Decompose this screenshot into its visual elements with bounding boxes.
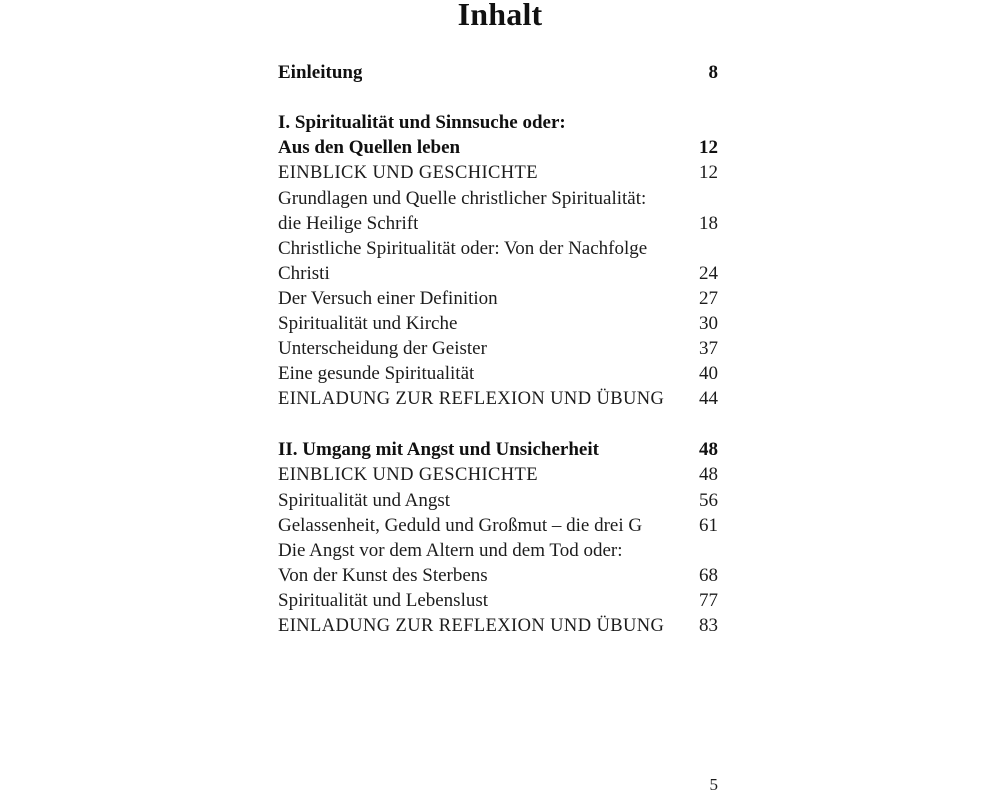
toc-entry-title: die Heilige Schrift (278, 213, 419, 234)
toc-entry-page: 77 (699, 590, 718, 611)
toc-entry-page: 30 (699, 313, 718, 334)
toc-entry-title: EINBLICK UND GESCHICHTE (278, 465, 538, 485)
toc-entry (278, 563, 718, 588)
toc-entry (278, 110, 718, 135)
toc-entry (278, 513, 718, 538)
toc-entry-title: Einleitung (278, 62, 363, 83)
toc-entry (278, 261, 718, 286)
toc-entry-title: EINLADUNG ZUR REFLEXION UND ÜBUNG (278, 389, 665, 409)
toc-entry-title: Spiritualität und Angst (278, 490, 451, 511)
toc-entry-page: 8 (708, 62, 718, 83)
toc-entry-page: 48 (699, 439, 718, 460)
toc-entry-title: Von der Kunst des Sterbens (278, 565, 488, 586)
toc-entry-page: 40 (699, 363, 718, 384)
toc-entry (278, 437, 718, 462)
toc-section (278, 60, 718, 85)
toc-entry-title: Der Versuch einer Definition (278, 288, 498, 309)
toc-entry (278, 488, 718, 513)
toc-entry-page: 48 (699, 464, 718, 485)
toc-entry-title: Christi (278, 263, 330, 284)
toc-entry-page: 83 (699, 615, 718, 636)
toc-section (278, 437, 718, 639)
toc-entry-title: Aus den Quellen leben (278, 137, 461, 158)
toc-entry-page: 37 (699, 338, 718, 359)
toc-entry-title: I. Spiritualität und Sinnsuche oder: (278, 112, 566, 133)
toc-entry-title: EINLADUNG ZUR REFLEXION UND ÜBUNG (278, 616, 665, 636)
toc-section (278, 110, 718, 412)
toc-entry (278, 135, 718, 160)
toc-entry (278, 588, 718, 613)
toc-entry-title: Die Angst vor dem Altern und dem Tod oder: (278, 540, 623, 561)
toc-entry-page: 44 (699, 388, 718, 409)
toc-entry (278, 386, 718, 412)
toc-entry (278, 186, 718, 211)
toc-entry-page: 12 (699, 162, 718, 183)
toc-entry-title: Unterscheidung der Geister (278, 338, 487, 359)
toc-entry-page: 18 (699, 213, 718, 234)
toc-entry (278, 211, 718, 236)
toc-entry-title: Grundlagen und Quelle christlicher Spiritualität: (278, 188, 647, 209)
toc-entry-title: EINBLICK UND GESCHICHTE (278, 163, 538, 183)
toc-entry (278, 286, 718, 311)
toc-entry-title: II. Umgang mit Angst und Unsicherheit (278, 439, 599, 460)
table-of-contents (278, 60, 718, 639)
toc-entry-title: Spiritualität und Kirche (278, 313, 458, 334)
toc-entry-page: 27 (699, 288, 718, 309)
toc-entry (278, 336, 718, 361)
toc-entry (278, 236, 718, 261)
toc-entry-title: Gelassenheit, Geduld und Großmut – die drei G (278, 515, 643, 536)
page-title: Inhalt (457, 0, 543, 32)
toc-entry (278, 60, 718, 85)
toc-entry-page: 56 (699, 490, 718, 511)
toc-entry (278, 538, 718, 563)
toc-entry-title: Spiritualität und Lebenslust (278, 590, 489, 611)
toc-entry (278, 361, 718, 386)
toc-entry (278, 462, 718, 488)
toc-entry-page: 68 (699, 565, 718, 586)
toc-entry-page: 24 (699, 263, 718, 284)
toc-entry (278, 160, 718, 186)
toc-entry (278, 311, 718, 336)
page-number: 5 (709, 775, 718, 794)
toc-entry-title: Christliche Spiritualität oder: Von der Nachfolge (278, 238, 648, 259)
toc-entry-title: Eine gesunde Spiritualität (278, 363, 475, 384)
toc-entry-page: 12 (699, 137, 718, 158)
toc-entry-page: 61 (699, 515, 718, 536)
toc-entry (278, 613, 718, 639)
